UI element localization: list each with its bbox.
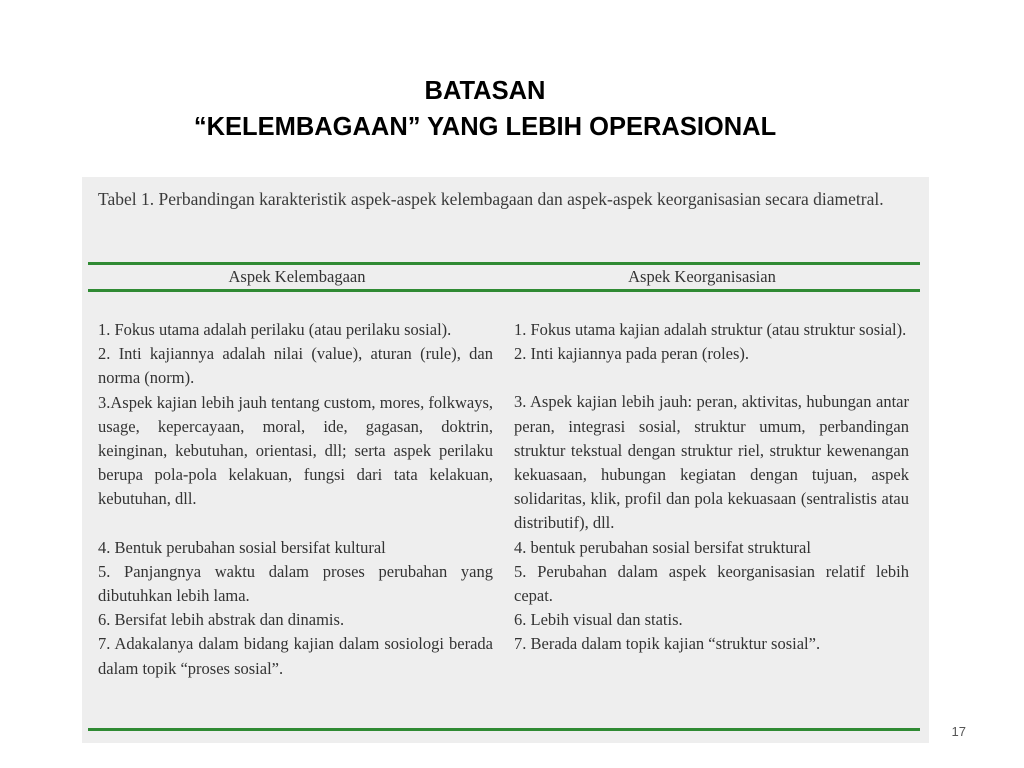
list-item: 1. Fokus utama adalah perilaku (atau perilaku sosial). <box>98 320 452 339</box>
list-item: 6. Bersifat lebih abstrak dan dinamis. <box>98 610 345 630</box>
table-bottom-rule <box>88 728 920 731</box>
list-item: 4. Bentuk perubahan sosial bersifat kultural <box>98 537 386 557</box>
list-item: 3.Aspek kajian lebih jauh tentang custom, mores, folkways, usage, kepercayaan, moral, ide, gagasan, doktrin, keinginan, kebutuhan, orientasi, dll; serta aspek perilaku berupa pola-pola kelakuan, fungsi dari tata kelakuan, kebutuhan, dll. <box>98 392 493 509</box>
slide-title <box>0 73 970 145</box>
page-number: 17 <box>951 724 966 739</box>
column-keorganisasian <box>514 318 909 657</box>
column-header-keorganisasian: Aspek Keorganisasian <box>628 267 776 286</box>
list-item: 5. Panjangnya waktu dalam proses perubahan yang dibutuhkan lebih lama. <box>98 561 493 606</box>
list-item: 7. Adakalanya dalam bidang kajian dalam sosiologi berada dalam topik “proses sosial”. <box>98 634 493 678</box>
list-item: 1. Fokus utama kajian adalah struktur (atau struktur sosial). <box>514 320 907 339</box>
table-header-rule <box>88 289 920 292</box>
list-item: 4. bentuk perubahan sosial bersifat struktural <box>514 537 811 557</box>
list-item: 2. Inti kajiannya adalah nilai (value), aturan (rule), dan norma (norm). <box>98 344 493 388</box>
slide-title-line2: “KELEMBAGAAN” YANG LEBIH OPERASIONAL <box>193 113 777 141</box>
column-kelembagaan <box>98 318 493 681</box>
list-item: 2. Inti kajiannya pada peran (roles). <box>514 344 750 364</box>
slide-title-line1: BATASAN <box>424 77 546 105</box>
table-top-rule <box>88 262 920 265</box>
comparison-table-image <box>82 177 929 743</box>
table-caption: Tabel 1. Perbandingan karakteristik aspek-aspek kelembagaan dan aspek-aspek keorganisasian secara diametral. <box>98 189 884 209</box>
list-item: 3. Aspek kajian lebih jauh: peran, aktivitas, hubungan antar peran, integrasi sosial, struktur umum, perbandingan struktur tekstual dengan struktur riel, struktur kewenangan kekuasaan, hubungan kegiatan dengan tujuan, aspek solidaritas, klik, profil dan pola kekuasaan (sentralistis atau distributif), dll. <box>514 392 909 533</box>
list-item: 6. Lebih visual dan statis. <box>514 610 683 630</box>
list-item: 7. Berada dalam topik kajian “struktur sosial”. <box>514 634 821 654</box>
list-item: 5. Perubahan dalam aspek keorganisasian relatif lebih cepat. <box>514 561 909 606</box>
column-header-kelembagaan: Aspek Kelembagaan <box>228 267 366 286</box>
